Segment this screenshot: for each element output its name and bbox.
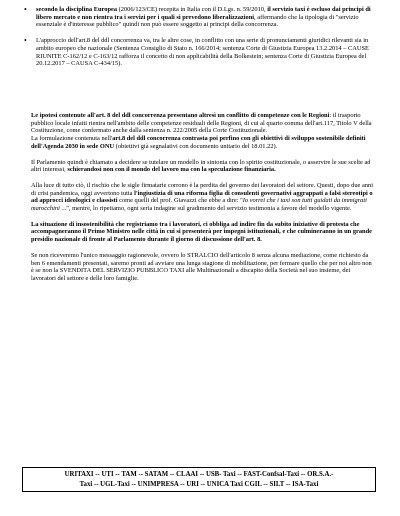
signatories-line: URITAXI -- UTI -- TAM -- SATAM -- CLAAI -- USB- Taxi -- FAST-Confsal-Taxi -- OR.S.A.- — [64, 471, 334, 478]
signatories-line: Taxi -- UGL-Taxi -- UNIMPRESA -- URI -- UNICA Taxi CGIL -- SILT -- ISA-Taxi — [79, 480, 319, 488]
text-segment: art.8 del ddl concorrenza contrasta poi perfino con gli obiettivi di sviluppo sostenibile definiti dell'Agenda 2030 in sede ONU — [31, 135, 366, 150]
text-segment: l'ingiustizia di una riforma figlia di consulenti governativi aggrappati a falsi stereotipi o ad approcci ideologici e classisti — [31, 189, 373, 205]
bullet-text — [36, 37, 376, 68]
bullet-item — [24, 6, 376, 29]
text-segment: ...", mentre, lo ripetiamo, ogni seria indagine sul gradimento del servizio testimonia a favore del modello vigente. — [59, 205, 352, 213]
bullet-text — [36, 6, 376, 29]
text-segment: Le ipotesi contenute all'art. 8 del ddl concorrenza presentano altresì un conflitto di competenze con le Regioni — [31, 112, 330, 119]
text-segment: (2006/123/CE) recepita in Italia con il D.Lgs. n. 59/2010, — [117, 6, 268, 13]
text-segment: (obiettivi già segnalativi con documento unitario del 18.01.22). — [114, 142, 278, 150]
text-segment: schierandosi non con il mondo del lavoro ma con la speculazione finanziaria. — [67, 166, 276, 174]
paragraph-protesta — [31, 221, 376, 244]
text-segment: La formulazione contenuta nell' — [31, 135, 113, 143]
text-segment: La situazione di insostenibilità che registriamo tra i lavoratori, ci obbliga ad indire fin da subito iniziative di protesta che accompagneranno il Primo Ministro nelle città in cui si presenterà per impegni istituzionali, e che culmineranno in un grande presidio nazionale di fronte al Parlamento durante il giorno di discussione dell'art. 8. — [31, 220, 372, 244]
text-segment: Alla luce di tutto ciò, il rischio che le sigle firmatarie corrono è la perdita del governo dei lavoratori del settore. Questi, dopo due anni di crisi pandemica, oggi avvertono tutta — [31, 181, 373, 197]
body-paragraphs — [31, 112, 376, 291]
text-segment: Se non riceveremo l'unico messaggio ragionevole, ovvero lo STRALCIO dell'articolo 8 senza alcuna mediazione, come richiesto da ben 6 emendamenti presentati, saremo pronti ad avviare una lunga stagione di mobilitazione, per fermare quello che per noi altro non è se non la SVENDITA DEL SERVIZIO PUBBLICO TAXI alle Multinazionali a discapito della Società nel suo insieme, dei lavoratori del settore e delle loro famiglie. — [31, 251, 372, 282]
quote-text: Io vorrei che i taxi son tutti guidati da immigrati marocchini — [31, 197, 367, 213]
signatories-box — [22, 467, 376, 492]
bullet-marker: • — [24, 5, 27, 14]
text-segment: : il trasporto pubblico locale infatti rientra nell'ambito delle competenze residuali delle Regioni, di cui al quarto comma dell'art.117, Titolo V della Costituzione, come confermato anche dalla sentenza n. 222/2005 della Corte Costituzionale. — [31, 112, 372, 135]
text-segment: , affermando che la tipologia di "servizio essenziale è d'interesse pubblico" quindi non può essere soggetto ai principi della concorrenza. — [36, 13, 359, 29]
bullet-list — [24, 6, 376, 68]
text-segment: come quelli del prof. Giavazzi che ebbe a dire: " — [117, 197, 243, 205]
text-segment: secondo la disciplina Europea — [36, 6, 118, 13]
bullet-marker: • — [24, 36, 27, 46]
paragraph-stralcio — [31, 252, 376, 283]
paragraph-regioni — [31, 112, 376, 135]
paragraph-agenda-2030 — [31, 135, 376, 150]
paragraph-rischio — [31, 182, 376, 213]
text-segment: il servizio taxi è escluso dai principi di libero mercato e non rientra tra i servizi per i quali si prevedono liberalizzazioni — [36, 6, 371, 21]
text-segment: Il Parlamento quindi è chiamato a decidere se tutelare un modello in sintonia con lo spirito costituzionale, o asservire le sue scelte ad altri interessi, — [31, 158, 371, 174]
paragraph-parlamento — [31, 159, 376, 174]
text-segment: L'approccio dell'art.8 del ddl concorrenza va, tra le altre cose, in conflitto con una serie di pronunciamenti giuridici rilevanti sia in ambito europeo che nazionale (Sentenza Consiglio di Stato n. 166/2014; sentenza Corte di Giustizia Europea 13.2.2014 – CAUSE RIUNITE C-162/12 e C-163/12 rafforza il concetto di non applicabilità della Bolkestein; sentenza Corte di Giustizia Europea del 20.12.2017 – CAUSA C-434/15). — [36, 37, 369, 68]
bullet-item — [24, 37, 376, 68]
